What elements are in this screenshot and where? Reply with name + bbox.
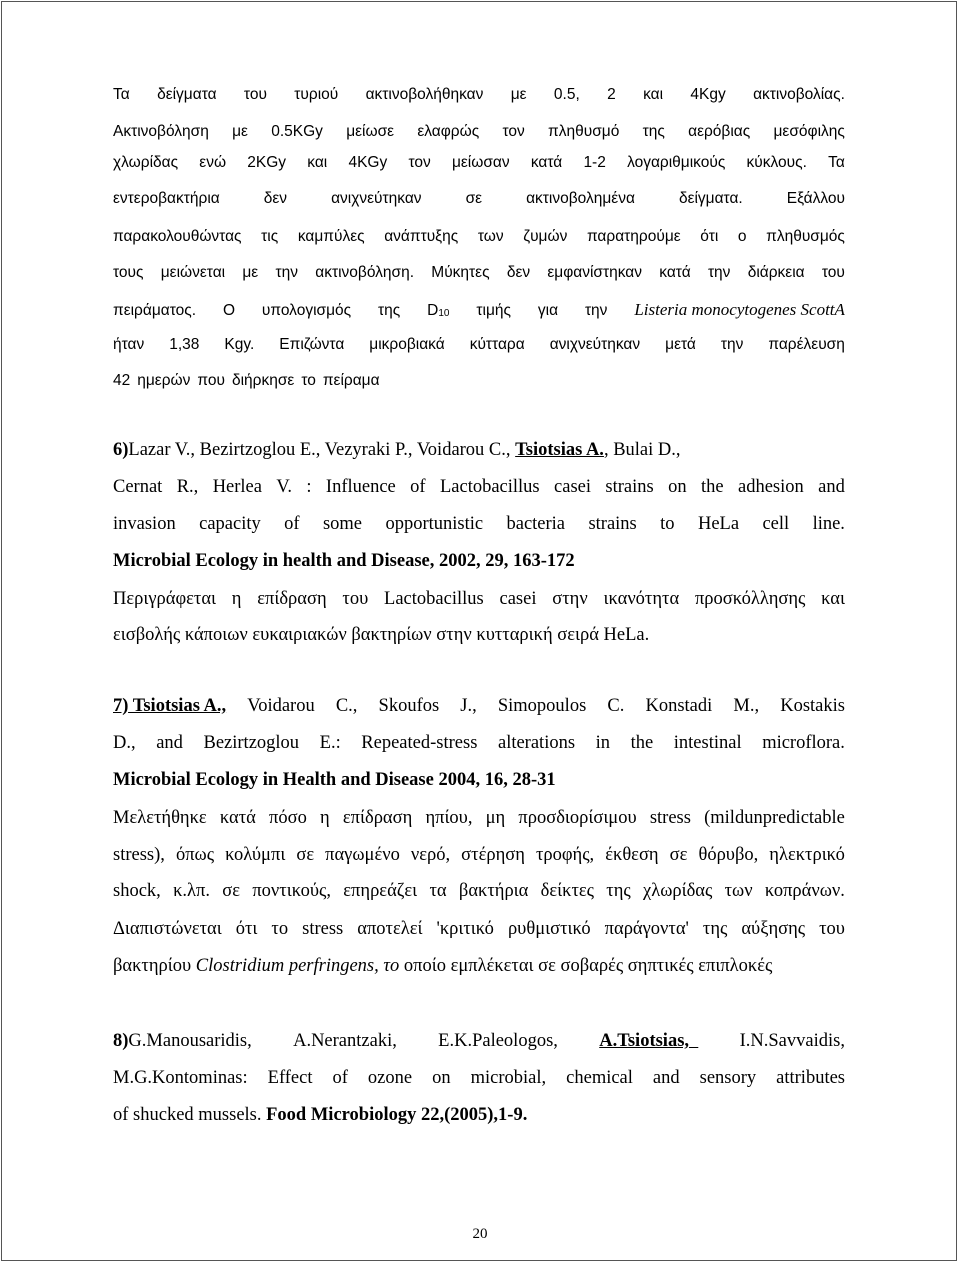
- word: Εξάλλου: [786, 190, 845, 207]
- word: of: [284, 514, 300, 534]
- word: of: [332, 1068, 348, 1088]
- word: μείωσαν: [451, 154, 510, 171]
- word: ακτινοβολημένα: [526, 190, 635, 207]
- word: ελαφρώς: [417, 123, 480, 140]
- word: κύκλους.: [746, 154, 807, 171]
- word: capacity: [199, 514, 261, 534]
- word: ενώ: [199, 154, 227, 171]
- word: 4Kgy: [690, 86, 726, 103]
- word: Kgy.: [224, 336, 255, 353]
- d10-value: $D_{10}$: [427, 302, 450, 319]
- word: πληθυσμός: [766, 228, 845, 245]
- word: 1-2: [583, 154, 606, 171]
- word: δείγματα.: [678, 190, 743, 207]
- word: με: [510, 86, 527, 103]
- body-line: [113, 919, 845, 940]
- body-line: [113, 336, 845, 354]
- word: παρέλευση: [768, 336, 845, 353]
- word: πειράματος.: [113, 302, 197, 319]
- word: microflora.: [762, 733, 845, 753]
- word: ο: [737, 228, 747, 245]
- word: παρατηρούμε: [586, 228, 681, 245]
- word: για: [537, 302, 559, 319]
- word: μεσόφιλης: [773, 123, 845, 140]
- word: Διαπιστώνεται: [113, 919, 222, 939]
- word: τον: [408, 154, 431, 171]
- word: adhesion: [737, 477, 804, 497]
- word: casei: [499, 589, 537, 609]
- body-line: εισβολής κάποιων ευκαιριακών βακτηρίων στην κυτταρική σειρά HeLa.: [113, 625, 650, 645]
- word: παγωμένο: [325, 845, 400, 865]
- body-line: [113, 733, 845, 754]
- word: line.: [812, 514, 845, 534]
- word: τυριού: [294, 86, 339, 103]
- word: Repeated-stress: [361, 733, 478, 753]
- word: δείγματα: [157, 86, 217, 103]
- word: σε: [296, 845, 315, 865]
- word: κατά: [219, 808, 256, 828]
- word: bacteria: [506, 514, 566, 534]
- word: stress: [649, 808, 691, 828]
- word: the: [700, 477, 724, 497]
- word: ποντικούς,: [252, 881, 331, 901]
- word: 2: [607, 86, 616, 103]
- word: :: [306, 477, 312, 497]
- word: τον: [502, 123, 525, 140]
- word: and: [818, 477, 845, 497]
- word: ακτινοβολίας.: [753, 86, 845, 103]
- body-line-clostridium: βακτηρίου Clostridium perfringens, το οποίο εμπλέκεται σε σοβαρές σηπτικές επιπλοκές: [113, 956, 773, 976]
- word: shock,: [113, 881, 161, 901]
- word: Effect: [267, 1068, 313, 1088]
- word: μείωσε: [346, 123, 395, 140]
- word: Influence: [325, 477, 396, 497]
- word: καμπύλες: [297, 228, 365, 245]
- ref6-authors-line: [113, 440, 845, 461]
- word: το: [301, 372, 316, 389]
- word: βακτήρια: [458, 881, 529, 901]
- word: την: [275, 264, 298, 281]
- ref6-journal: Microbial Ecology in health and Disease, 2002, 29, 163-172: [113, 551, 575, 571]
- word: κύτταρα: [469, 336, 525, 353]
- word: την: [720, 336, 744, 353]
- word: on: [432, 1068, 451, 1088]
- word: χλωρίδας: [643, 881, 713, 901]
- word: attributes: [776, 1068, 845, 1088]
- word: την: [584, 302, 608, 319]
- word: Voidarou: [247, 696, 315, 716]
- word: έκθεση: [605, 845, 659, 865]
- body-line: [113, 477, 845, 498]
- word: κοπράνων.: [764, 881, 845, 901]
- ref6-authors-end: , Bulai D.,: [603, 440, 681, 460]
- word: 0.5KGy: [271, 123, 323, 140]
- body-line: [113, 372, 845, 390]
- word: και: [307, 154, 328, 171]
- word: πόσο: [269, 808, 307, 828]
- word: and: [156, 733, 183, 753]
- word: intestinal: [673, 733, 742, 753]
- word: κ.λπ.: [173, 881, 210, 901]
- word: μετά: [665, 336, 696, 353]
- word: μη: [485, 808, 506, 828]
- word: ακτινοβολήθηκαν: [365, 86, 484, 103]
- word: προσδιορίσιμου: [518, 808, 637, 828]
- word: Επιζώντα: [279, 336, 345, 353]
- word: προσκόλλησης: [694, 589, 806, 609]
- word: and: [652, 1068, 680, 1088]
- body-line: [113, 808, 845, 829]
- word: κατά: [530, 154, 563, 171]
- word: the: [630, 733, 654, 753]
- word: της: [378, 302, 401, 319]
- word: του: [243, 86, 267, 103]
- word: διάρκεια: [747, 264, 805, 281]
- word: των: [724, 881, 753, 901]
- word: εντεροβακτήρια: [113, 190, 220, 207]
- word: D.,: [113, 733, 136, 753]
- word: ακτινοβόληση.: [315, 264, 415, 281]
- word: V.: [276, 477, 292, 497]
- word: casei: [554, 477, 591, 497]
- word: R.,: [176, 477, 199, 497]
- word: αερόβιας: [688, 123, 751, 140]
- ref7-authors-line: [113, 696, 845, 717]
- word: μικροβιακά: [369, 336, 445, 353]
- body-line: [113, 589, 845, 610]
- word: το: [271, 919, 289, 939]
- word: M.G.Kontominas:: [113, 1068, 248, 1088]
- word: ozone: [367, 1068, 413, 1088]
- word: τους: [113, 264, 144, 281]
- word: opportunistic: [385, 514, 484, 534]
- word: M.,: [733, 696, 760, 716]
- word: Lactobacillus: [384, 589, 484, 609]
- word: alterations: [497, 733, 576, 753]
- word: 0.5,: [553, 86, 580, 103]
- word: Ακτινοβόληση: [113, 123, 209, 140]
- word: 'κριτικό: [436, 919, 494, 939]
- word: Bezirtzoglou: [203, 733, 300, 753]
- word: in: [595, 733, 611, 753]
- word: strains: [605, 477, 654, 497]
- word: ότι: [700, 228, 719, 245]
- word: ότι: [235, 919, 258, 939]
- ref8-title-line: of shucked mussels. Food Microbiology 22,(2005),1-9.: [113, 1105, 528, 1125]
- word: Ο: [222, 302, 235, 319]
- body-line: [113, 264, 845, 282]
- word: stress),: [113, 845, 165, 865]
- word: τα: [429, 881, 447, 901]
- word: ανιχνεύτηκαν: [331, 190, 422, 207]
- word: την: [707, 264, 731, 281]
- word: Τα: [828, 154, 845, 171]
- word: Μύκητες: [431, 264, 490, 281]
- body-line: [113, 1068, 845, 1089]
- word: σε: [465, 190, 483, 207]
- word: δείκτες: [540, 881, 594, 901]
- body-line: [113, 881, 845, 902]
- page-number: 20: [472, 1226, 488, 1242]
- word: επηρεάζει: [343, 881, 418, 901]
- word: διήρκησε: [231, 372, 295, 389]
- word: των: [477, 228, 504, 245]
- body-line-with-d10: [113, 300, 845, 320]
- ref8-number: 8): [113, 1031, 129, 1051]
- species-listeria: Listeria monocytogenes ScottA: [634, 300, 845, 319]
- word: some: [322, 514, 363, 534]
- body-line: [113, 514, 845, 535]
- ref6-author-highlight: Tsiotsias A.: [515, 440, 604, 460]
- word: ηπίου,: [425, 808, 473, 828]
- word: stress: [302, 919, 344, 939]
- word: ημερών: [137, 372, 191, 389]
- word: επίδραση: [257, 589, 327, 609]
- word: Herlea: [212, 477, 262, 497]
- word: ήταν: [113, 336, 145, 353]
- word: η: [320, 808, 330, 828]
- word: of: [410, 477, 426, 497]
- word: χλωρίδας: [113, 154, 179, 171]
- word: cell: [762, 514, 790, 534]
- word: κατά: [659, 264, 691, 281]
- word: Μελετήθηκε: [113, 808, 207, 828]
- word: E.:: [319, 733, 341, 753]
- word: νερό,: [410, 845, 451, 865]
- word: τις: [261, 228, 279, 245]
- word: ηλεκτρικό: [769, 845, 845, 865]
- word: όπως: [175, 845, 215, 865]
- word: C.,: [335, 696, 358, 716]
- word: της: [702, 919, 728, 939]
- word: θόρυβο,: [698, 845, 759, 865]
- word: πείραμα: [322, 372, 380, 389]
- word: δεν: [263, 190, 288, 207]
- word: υπολογισμός: [261, 302, 352, 319]
- word: Simopoulos: [497, 696, 587, 716]
- word: της: [606, 881, 631, 901]
- word: ανάπτυξης: [384, 228, 459, 245]
- word: κολύμπι: [225, 845, 286, 865]
- word: ρυθμιστικό: [507, 919, 591, 939]
- word: με: [242, 264, 259, 281]
- ref7-journal: Microbial Ecology in Health and Disease 2004, 16, 28-31: [113, 770, 556, 790]
- word: του: [342, 589, 369, 609]
- ref8-authors-line: 8)G.Manousaridis, A.Nerantzaki, E.K.Paleologos, A.Tsiotsias, I.N.Savvaidis,: [113, 1031, 845, 1051]
- word: που: [197, 372, 225, 389]
- word: Skoufos: [378, 696, 440, 716]
- word: δεν: [506, 264, 531, 281]
- word: strains: [588, 514, 637, 534]
- word: και: [821, 589, 845, 609]
- word: HeLa: [697, 514, 740, 534]
- word: εμφανίστηκαν: [547, 264, 643, 281]
- word: αύξησης: [741, 919, 806, 939]
- word: αποτελεί: [357, 919, 423, 939]
- body-line: [113, 123, 845, 141]
- word: παράγοντα': [604, 919, 689, 939]
- word: του: [819, 919, 845, 939]
- ref8-author-highlight: A.Tsiotsias,: [599, 1031, 699, 1051]
- ref7-author-highlight: 7) Tsiotsias A.,: [113, 696, 227, 716]
- word: Περιγράφεται: [113, 589, 216, 609]
- word: Cernat: [113, 477, 163, 497]
- word: C.: [607, 696, 625, 716]
- word: Lactobacillus: [439, 477, 540, 497]
- body-line: [113, 154, 845, 172]
- word: ζυμών: [523, 228, 568, 245]
- word: πληθυσμό: [548, 123, 620, 140]
- body-line: [113, 190, 845, 208]
- word: 1,38: [169, 336, 200, 353]
- word: στην: [552, 589, 588, 609]
- word: μειώνεται: [160, 264, 226, 281]
- ref8-journal: Food Microbiology 22,(2005),1-9.: [266, 1105, 528, 1125]
- word: και: [643, 86, 664, 103]
- word: 42: [113, 372, 131, 389]
- word: J.,: [460, 696, 477, 716]
- word: του: [821, 264, 845, 281]
- word: παρακολουθώντας: [113, 228, 242, 245]
- body-line: [113, 845, 845, 866]
- word: επίδραση: [342, 808, 413, 828]
- word: σε: [669, 845, 688, 865]
- word: στέρηση: [461, 845, 525, 865]
- word: λογαριθμικούς: [627, 154, 726, 171]
- word: microbial,: [470, 1068, 547, 1088]
- word: invasion: [113, 514, 176, 534]
- word: ανιχνεύτηκαν: [549, 336, 641, 353]
- word: on: [668, 477, 687, 497]
- word: η: [231, 589, 242, 609]
- ref6-number: 6): [113, 440, 129, 460]
- word: 2KGy: [247, 154, 287, 171]
- word: ικανότητα: [603, 589, 680, 609]
- word: 4KGy: [348, 154, 388, 171]
- word: Kostakis: [780, 696, 845, 716]
- species-clostridium: Clostridium perfringens, το: [195, 956, 400, 976]
- word: (mildunpredictable: [704, 808, 845, 828]
- word: τιμής: [476, 302, 511, 319]
- word: της: [642, 123, 665, 140]
- body-line: [113, 228, 845, 246]
- word: sensory: [699, 1068, 757, 1088]
- word: Τα: [113, 86, 130, 103]
- word: chemical: [566, 1068, 633, 1088]
- word: σε: [222, 881, 241, 901]
- ref6-authors: Lazar V., Bezirtzoglou E., Vezyraki P., Voidarou C.,: [128, 440, 516, 460]
- body-line: [113, 86, 845, 104]
- word: to: [660, 514, 675, 534]
- word: Konstadi: [645, 696, 713, 716]
- word: με: [232, 123, 248, 140]
- word: τροφής,: [535, 845, 595, 865]
